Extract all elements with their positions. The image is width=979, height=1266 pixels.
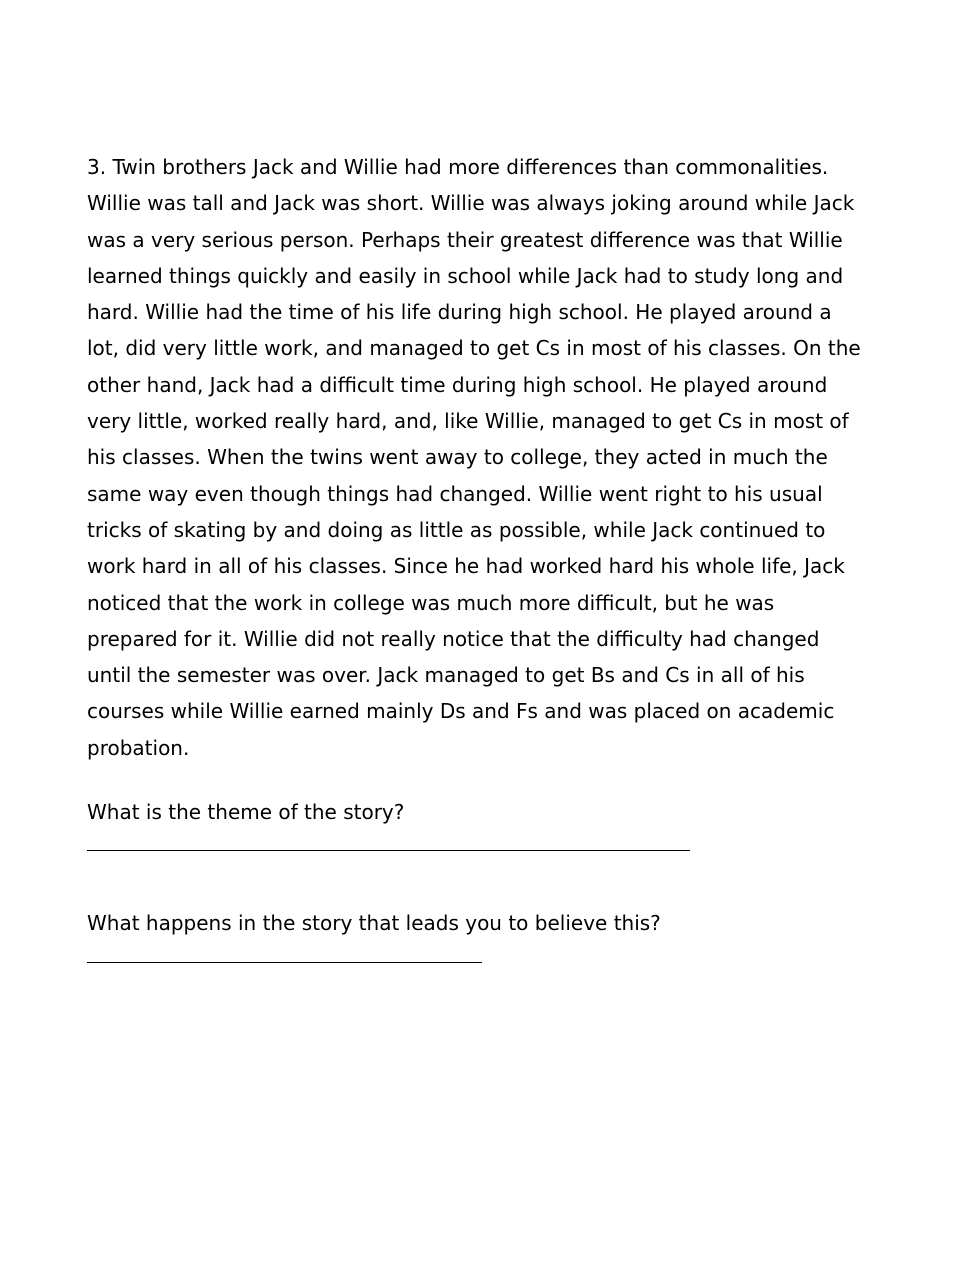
- question-evidence: What happens in the story that leads you to believe this?: [87, 911, 661, 935]
- story-passage: 3. Twin brothers Jack and Willie had more differences than commonalities. Willie was tall and Jack was short. Willie was always joking around while Jack was a very serious person. Perhaps their greatest difference was that Willie learned things quickly and easily in school while Jack had to study long and hard. Willie had the time of his life during high school. He played around a lot, did very little work, and managed to get Cs in most of his classes. On the other hand, Jack had a difficult time during high school. He played around very little, worked really hard, and, like Willie, managed to get Cs in most of his classes. When the twins went away to college, they acted in much the same way even though things had changed. Willie went right to his usual tricks of skating by and doing as little as possible, while Jack continued to work hard in all of his classes. Since he had worked hard his whole life, Jack noticed that the work in college was much more difficult, but he was prepared for it. Willie did not really notice that the difficulty had changed until the semester was over. Jack managed to get Bs and Cs in all of his courses while Willie earned mainly Ds and Fs and was placed on academic probation.: [87, 155, 861, 760]
- answer-line-theme: [87, 850, 690, 851]
- question-theme: What is the theme of the story?: [87, 800, 405, 824]
- answer-line-evidence: [87, 962, 482, 963]
